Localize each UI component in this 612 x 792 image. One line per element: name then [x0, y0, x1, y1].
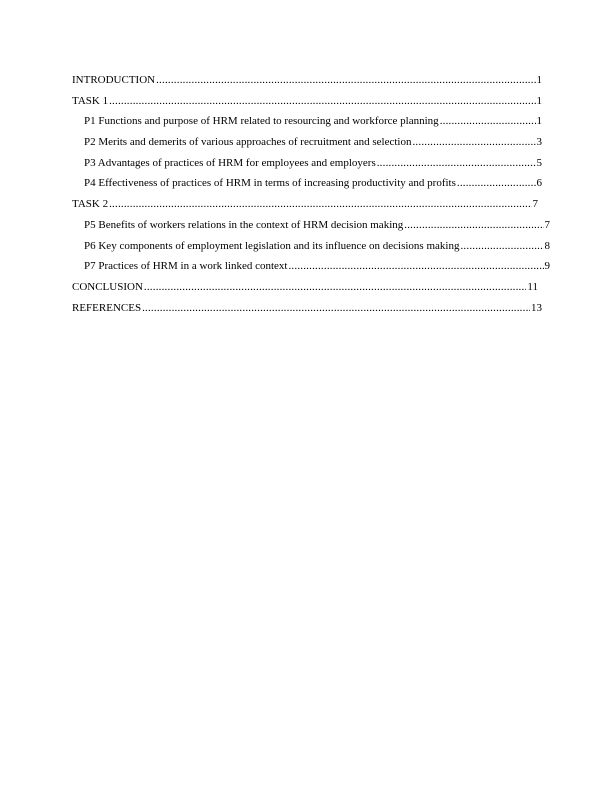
- toc-dot-leader: [144, 277, 527, 298]
- toc-page-number: 7: [544, 218, 550, 231]
- toc-page-number: 7: [532, 198, 538, 211]
- toc-entry-title: P2 Merits and demerits of various approaches of recruitment and selection: [84, 136, 412, 149]
- toc-entry-title: TASK 2: [72, 198, 109, 211]
- toc-dot-leader: [457, 173, 536, 194]
- toc-dot-leader: [288, 256, 543, 277]
- toc-page-number: 1: [536, 94, 542, 107]
- toc-entry-introduction[interactable]: [72, 70, 542, 91]
- toc-entry-p5[interactable]: [72, 215, 550, 236]
- toc-page-number: 11: [527, 280, 538, 293]
- toc-entry-p2[interactable]: [72, 132, 542, 153]
- toc-entry-title: TASK 1: [72, 94, 109, 107]
- toc-entry-p6[interactable]: [72, 236, 550, 257]
- toc-dot-leader: [142, 298, 530, 319]
- table-of-contents: [72, 70, 550, 318]
- toc-entry-title: CONCLUSION: [72, 280, 143, 293]
- toc-entry-task-2[interactable]: [72, 194, 538, 215]
- toc-dot-leader: [460, 236, 543, 257]
- toc-page-number: 9: [544, 260, 550, 273]
- toc-dot-leader: [109, 194, 531, 215]
- toc-dot-leader: [109, 91, 535, 112]
- toc-entry-title: P1 Functions and purpose of HRM related to resourcing and workforce planning: [84, 115, 439, 128]
- toc-entry-title: P3 Advantages of practices of HRM for employees and employers: [84, 156, 376, 169]
- toc-entry-title: P7 Practices of HRM in a work linked context: [84, 260, 288, 273]
- toc-dot-leader: [404, 215, 543, 236]
- toc-entry-title: P6 Key components of employment legislation and its influence on decisions making: [84, 239, 460, 252]
- toc-page-number: 5: [536, 156, 542, 169]
- toc-page-number: 13: [531, 301, 542, 314]
- toc-entry-task-1[interactable]: [72, 91, 542, 112]
- toc-entry-title: P5 Benefits of workers relations in the context of HRM decision making: [84, 218, 404, 231]
- toc-entry-conclusion[interactable]: [72, 277, 538, 298]
- toc-page-number: 1: [536, 115, 542, 128]
- toc-entry-references[interactable]: [72, 298, 542, 319]
- toc-entry-p4[interactable]: [72, 173, 542, 194]
- toc-entry-title: P4 Effectiveness of practices of HRM in terms of increasing productivity and profits: [84, 177, 456, 190]
- toc-page-number: 1: [536, 74, 542, 86]
- toc-entry-p7[interactable]: [72, 256, 550, 277]
- toc-entry-p3[interactable]: [72, 153, 542, 174]
- toc-page-number: 6: [536, 177, 542, 190]
- toc-page-number: 8: [544, 239, 550, 252]
- toc-dot-leader: [412, 132, 535, 153]
- toc-entry-title: INTRODUCTION: [72, 74, 156, 86]
- toc-dot-leader: [440, 111, 536, 132]
- toc-page-number: 3: [536, 136, 542, 149]
- toc-dot-leader: [377, 153, 536, 174]
- toc-entry-p1[interactable]: [72, 111, 542, 132]
- toc-dot-leader: [156, 70, 535, 91]
- toc-entry-title: REFERENCES: [72, 301, 142, 314]
